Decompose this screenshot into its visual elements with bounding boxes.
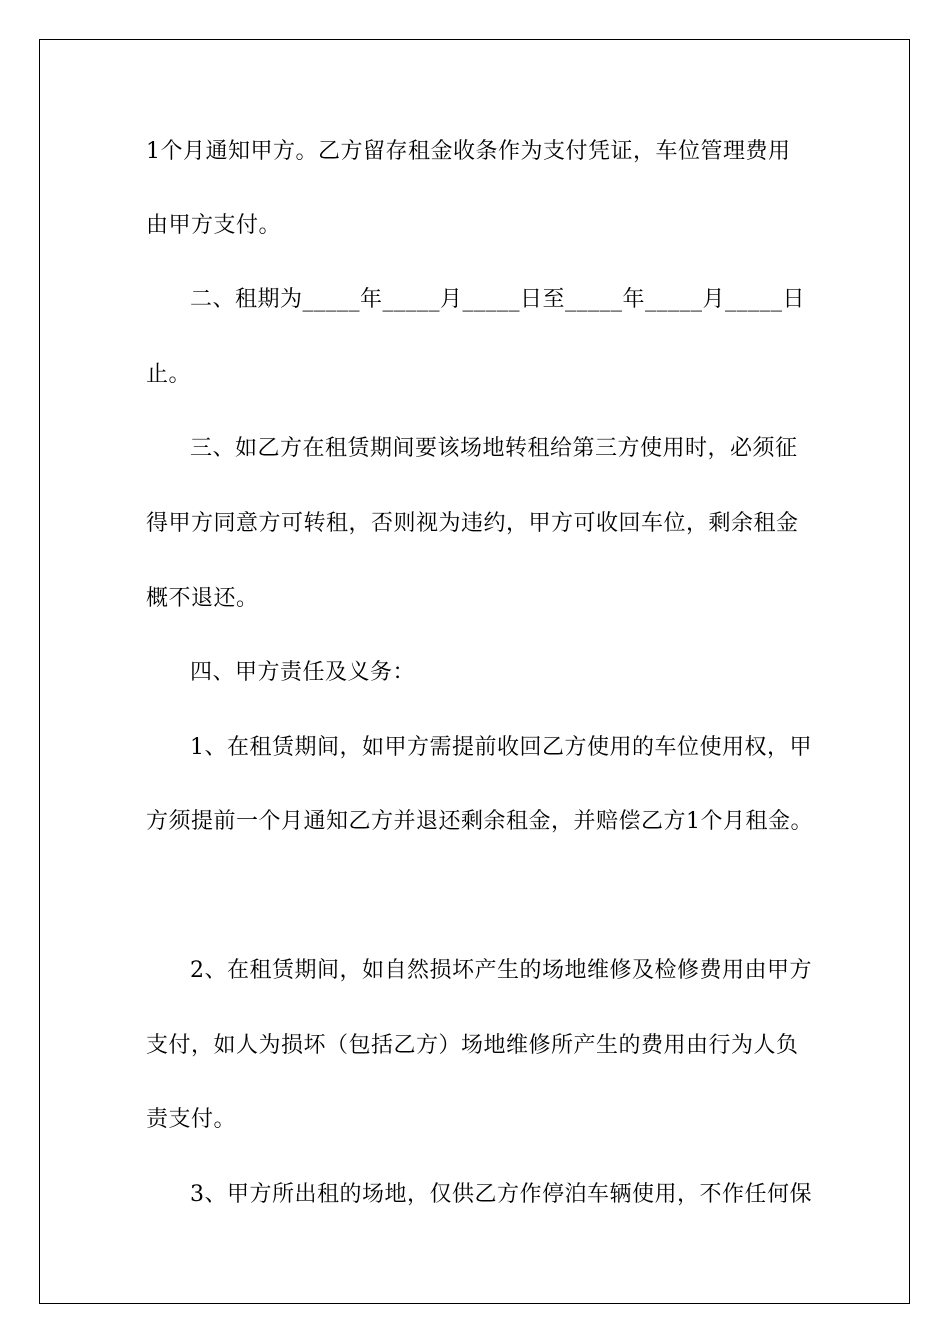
text-line-6: 得甲方同意方可转租，否则视为违约，甲方可收回车位，剩余租金 — [146, 511, 799, 536]
text-line-12: 支付，如人为损坏（包括乙方）场地维修所产生的费用由行为人负 — [146, 1033, 799, 1058]
text-line-13: 责支付。 — [146, 1107, 237, 1132]
clause-4-heading: 四、甲方责任及义务： — [190, 660, 416, 685]
clause-3-sublease: 三、如乙方在租赁期间要该场地转租给第三方使用时，必须征 — [190, 436, 798, 461]
text-line-2: 由甲方支付。 — [146, 213, 282, 238]
text-line-4: 止。 — [146, 362, 192, 387]
item-3: 3、甲方所出租的场地，仅供乙方作停泊车辆使用，不作任何保 — [190, 1182, 812, 1207]
item-1: 1、在租赁期间，如甲方需提前收回乙方使用的车位使用权，甲 — [190, 735, 812, 760]
text-line-1: 1个月通知甲方。乙方留存租金收条作为支付凭证，车位管理费用 — [146, 139, 791, 164]
clause-2-lease-term: 二、租期为_____年_____月_____日至_____年_____月_____日 — [190, 287, 806, 312]
item-2: 2、在租赁期间，如自然损坏产生的场地维修及检修费用由甲方 — [190, 958, 812, 983]
text-line-10: 方须提前一个月通知乙方并退还剩余租金，并赔偿乙方1个月租金。 — [146, 809, 813, 834]
text-line-7: 概不退还。 — [146, 586, 259, 611]
